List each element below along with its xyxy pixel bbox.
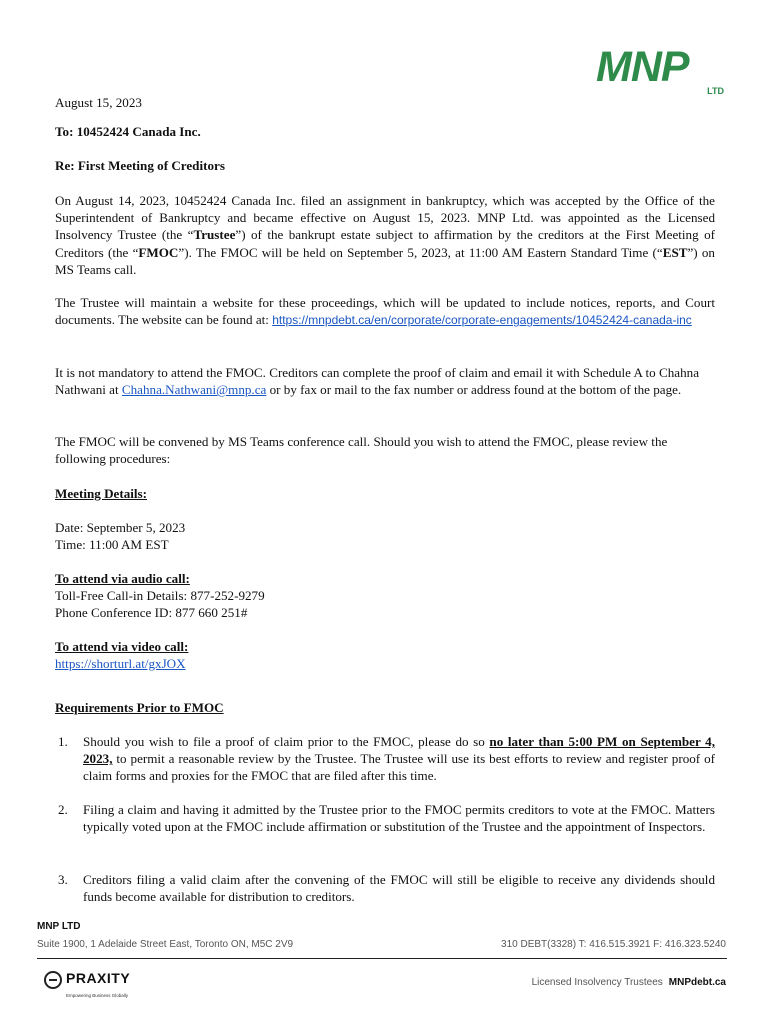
list-item <box>55 871 715 905</box>
mnp-logo-ltd: LTD <box>707 86 724 96</box>
video-call-heading: To attend via video call: <box>55 639 189 654</box>
audio-tollfree: Toll-Free Call-in Details: 877-252-9279 <box>55 588 265 603</box>
footer-site: MNPdebt.ca <box>668 977 726 988</box>
requirements-list-3 <box>55 871 715 905</box>
meeting-date: Date: September 5, 2023 <box>55 520 186 535</box>
footer-trustee-label: Licensed Insolvency Trustees <box>531 977 663 988</box>
list-item-number: 1. <box>58 734 68 749</box>
video-call-link-row <box>55 655 715 672</box>
letter-recipient: To: 10452424 Canada Inc. <box>55 124 201 139</box>
item2-text: Filing a claim and having it admitted by the Trustee prior to the FMOC permits creditors to vote at the FMOC. Matters typically voted upon at the FMOC include affirmation or substitution of the Trustee and the appointment of Inspectors. <box>83 802 715 835</box>
p1-text-c: ”). The FMOC will be held on September 5, 2023, at 11:00 AM Eastern Standard Time (“ <box>178 244 663 260</box>
praxity-logo <box>44 970 164 996</box>
audio-call-heading: To attend via audio call: <box>55 571 190 586</box>
footer-trustee-site <box>532 974 726 991</box>
list-item <box>55 801 715 835</box>
requirements-list <box>55 733 715 785</box>
mnp-logo-mark: MNP <box>596 43 689 91</box>
footer-phones: 310 DEBT(3328) T: 416.515.3921 F: 416.323.5240 <box>501 939 726 950</box>
praxity-globe-icon <box>44 971 62 989</box>
p2-text: The Trustee will maintain a website for these proceedings, which will be updated to include notices, reports, and Court documents. The website can be found at: <box>55 295 715 328</box>
meeting-details-heading: Meeting Details: <box>55 486 147 501</box>
item1-text-b: to permit a reasonable review by the Trustee. The Trustee will use its best efforts to review and register proof of claim forms and proxies for the FMOC that are filed after this time. <box>83 751 715 784</box>
meeting-time: Time: 11:00 AM EST <box>55 537 169 552</box>
audio-conference-id: Phone Conference ID: 877 660 251# <box>55 605 248 620</box>
praxity-name: PRAXITY <box>66 970 131 986</box>
paragraph-website <box>55 294 715 329</box>
email-link[interactable]: Chahna.Nathwani@mnp.ca <box>121 382 267 398</box>
p1-text-a: On August 14, 2023, 10452424 Canada Inc. filed an assignment in bankruptcy, which was accepted by the Office of the Superintendent of Bankruptcy and became effective on August 15, 2023. MNP Ltd. was appointed as the Licensed Insolvency Trustee (the “ <box>55 193 715 243</box>
mnp-logo <box>596 43 724 96</box>
p3-text-a: It is not mandatory to attend the FMOC. Creditors can complete the proof of claim and email it with Schedule A to Chahna Nathwani at <box>55 365 700 398</box>
footer-divider <box>37 958 727 959</box>
letter-subject: Re: First Meeting of Creditors <box>55 158 225 173</box>
p1-est-term: EST <box>662 244 688 260</box>
website-link[interactable]: https://mnpdebt.ca/en/corporate/corporate-engagements/10452424-canada-inc <box>272 313 692 328</box>
footer-address: Suite 1900, 1 Adelaide Street East, Toronto ON, M5C 2V9 <box>37 939 294 950</box>
paragraph-proof-of-claim <box>55 364 715 398</box>
list-item-number: 3. <box>58 872 68 887</box>
item3-text: Creditors filing a valid claim after the convening of the FMOC will still be eligible to receive any dividends should funds become available for distribution to creditors. <box>83 872 715 905</box>
paragraph-assignment <box>55 192 715 278</box>
footer-company: MNP LTD <box>37 921 81 932</box>
p1-text-b: ”) of the bankrupt estate subject to affirmation by the creditors at the First Meeting of Creditors (the “ <box>55 227 715 260</box>
p1-text-d: ”) on MS Teams call. <box>55 244 715 277</box>
praxity-tagline: Empowering Business Globally <box>66 993 129 998</box>
item1-text-a: Should you wish to file a proof of claim prior to the FMOC, please do so <box>83 734 490 749</box>
p1-trustee-term: Trustee <box>193 227 236 243</box>
paragraph-procedures: The FMOC will be convened by MS Teams conference call. Should you wish to attend the FMOC, please review the following procedures: <box>55 434 668 467</box>
letter-date: August 15, 2023 <box>55 95 142 110</box>
item1-deadline: no later than 5:00 PM on September 4, 2023, <box>83 734 715 767</box>
list-item-number: 2. <box>58 802 68 817</box>
video-call-link[interactable]: https://shorturl.at/gxJOX <box>55 656 186 671</box>
list-item <box>55 733 715 785</box>
requirements-list-2 <box>55 801 715 835</box>
p3-text-b: or by fax or mail to the fax number or address found at the bottom of the page. <box>266 382 682 398</box>
p1-fmoc-term: FMOC <box>138 244 179 260</box>
requirements-heading: Requirements Prior to FMOC <box>55 700 224 715</box>
